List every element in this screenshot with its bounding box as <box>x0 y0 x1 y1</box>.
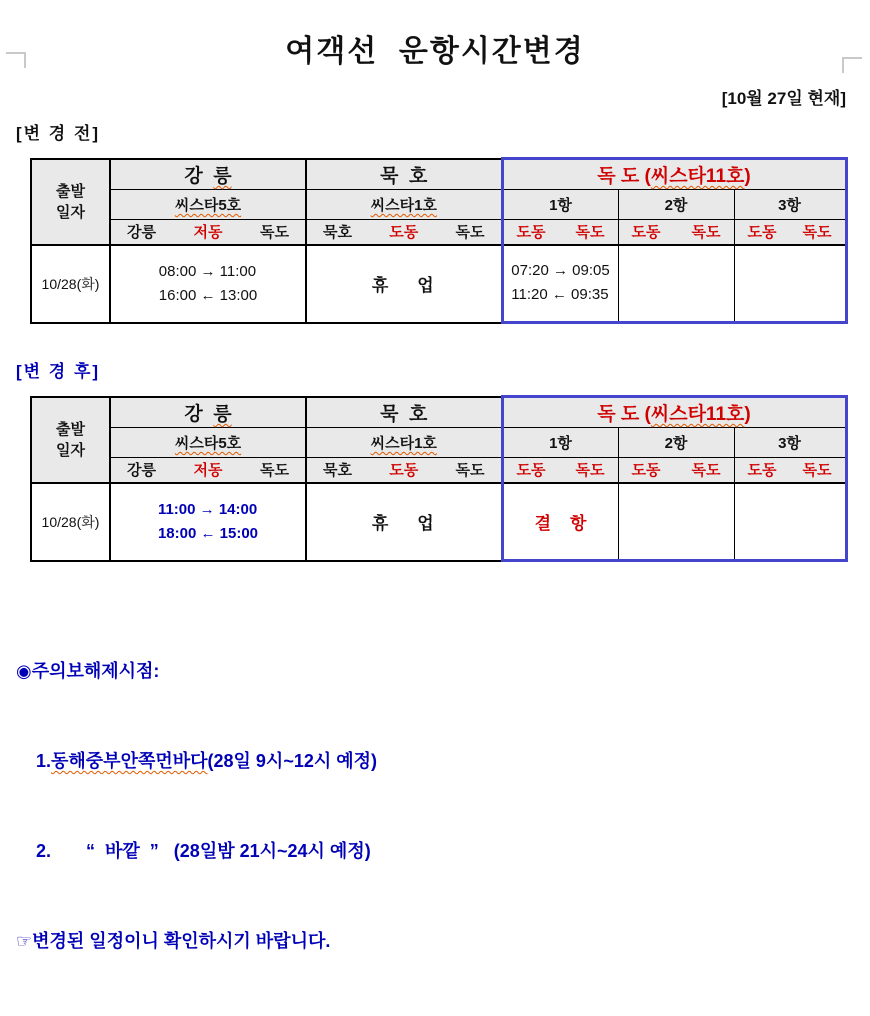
dokdo-trip2-stops-header: 도동 독도 <box>618 458 734 483</box>
dokdo-trip2-header: 2항 <box>618 190 734 220</box>
document-page <box>0 26 870 951</box>
document-title: 여객선 운항시간변경 <box>285 35 585 68</box>
gangneung-times-cell: 11:00 → 14:00 18:00 ← 15:00 <box>110 483 306 561</box>
schedule-table-before <box>30 157 848 324</box>
mukho-ship-header: 씨스타1호 <box>306 190 502 220</box>
as-of-date: [10월 27일 현재] <box>721 89 846 108</box>
note-item-1: 1.동해중부안쪽먼바다(28일 9시~12시 예정) <box>36 751 378 771</box>
mukho-status-cell: 휴 업 <box>306 483 502 561</box>
dokdo-trip3-cell <box>734 245 846 323</box>
dokdo-trip3-cell <box>734 483 846 561</box>
gangneung-port-header: 강 릉 <box>110 397 306 428</box>
departure-date-header: 출발 일자 <box>31 397 110 483</box>
schedule-table-after <box>30 395 848 562</box>
before-change-label: [변 경 전] <box>16 124 101 143</box>
dokdo-trip2-cell <box>618 483 734 561</box>
mukho-ship-header: 씨스타1호 <box>306 428 502 458</box>
notes-heading: ◉주의보해제시점: <box>16 661 160 681</box>
page-corner-mark-left <box>6 52 26 68</box>
departure-date-header <box>31 159 110 245</box>
dokdo-port-header: 독 도 (씨스타11호) <box>502 159 846 190</box>
dokdo-trip2-cell <box>618 245 734 323</box>
mukho-stops-header: 묵호 도동 독도 <box>306 458 502 483</box>
notes-section <box>16 596 870 1016</box>
departure-label-line2: 일자 <box>56 203 85 221</box>
mukho-stops-header: 묵호 도동 독도 <box>306 220 502 245</box>
dokdo-trip1-header: 1항 <box>502 428 618 458</box>
dokdo-trip1-cell: 결 항 <box>502 483 618 561</box>
gangneung-times-cell: 08:00 → 11:00 16:00 ← 13:00 <box>110 245 306 323</box>
after-change-label: [변 경 후] <box>16 362 101 381</box>
note-item-2: 2. “ 바깥 ” (28일밤 21시~24시 예정) <box>36 841 371 861</box>
departure-label-line1: 출발 <box>56 182 85 200</box>
dokdo-trip3-stops-header: 도동 독도 <box>734 458 846 483</box>
departure-date-cell: 10/28(화) <box>31 245 110 323</box>
dokdo-trip3-stops-header: 도동 독도 <box>734 220 846 245</box>
dokdo-port-header: 독 도 (씨스타11호) <box>502 397 846 428</box>
page-corner-mark-right <box>842 57 862 73</box>
departure-date-cell: 10/28(화) <box>31 483 110 561</box>
dokdo-trip3-header: 3항 <box>734 190 846 220</box>
dokdo-trip2-stops-header: 도동 독도 <box>618 220 734 245</box>
gangneung-port-header: 강 릉 <box>110 159 306 190</box>
gangneung-ship-header: 씨스타5호 <box>110 428 306 458</box>
dokdo-trip1-cell: 07:20 → 09:05 11:20 ← 09:35 <box>502 245 618 323</box>
mukho-port-header: 묵 호 <box>306 397 502 428</box>
gangneung-stops-header: 강릉 저동 독도 <box>110 220 306 245</box>
dokdo-trip3-header: 3항 <box>734 428 846 458</box>
mukho-status-cell: 휴 업 <box>306 245 502 323</box>
notes-footer: ☞변경된 일정이니 확인하시기 바랍니다. <box>16 931 331 951</box>
dokdo-trip1-stops-header: 도동 독도 <box>502 458 618 483</box>
dokdo-trip1-stops-header: 도동 독도 <box>502 220 618 245</box>
dokdo-trip1-header: 1항 <box>502 190 618 220</box>
gangneung-stops-header: 강릉 저동 독도 <box>110 458 306 483</box>
gangneung-ship-header: 씨스타5호 <box>110 190 306 220</box>
dokdo-trip2-header: 2항 <box>618 428 734 458</box>
mukho-port-header: 묵 호 <box>306 159 502 190</box>
